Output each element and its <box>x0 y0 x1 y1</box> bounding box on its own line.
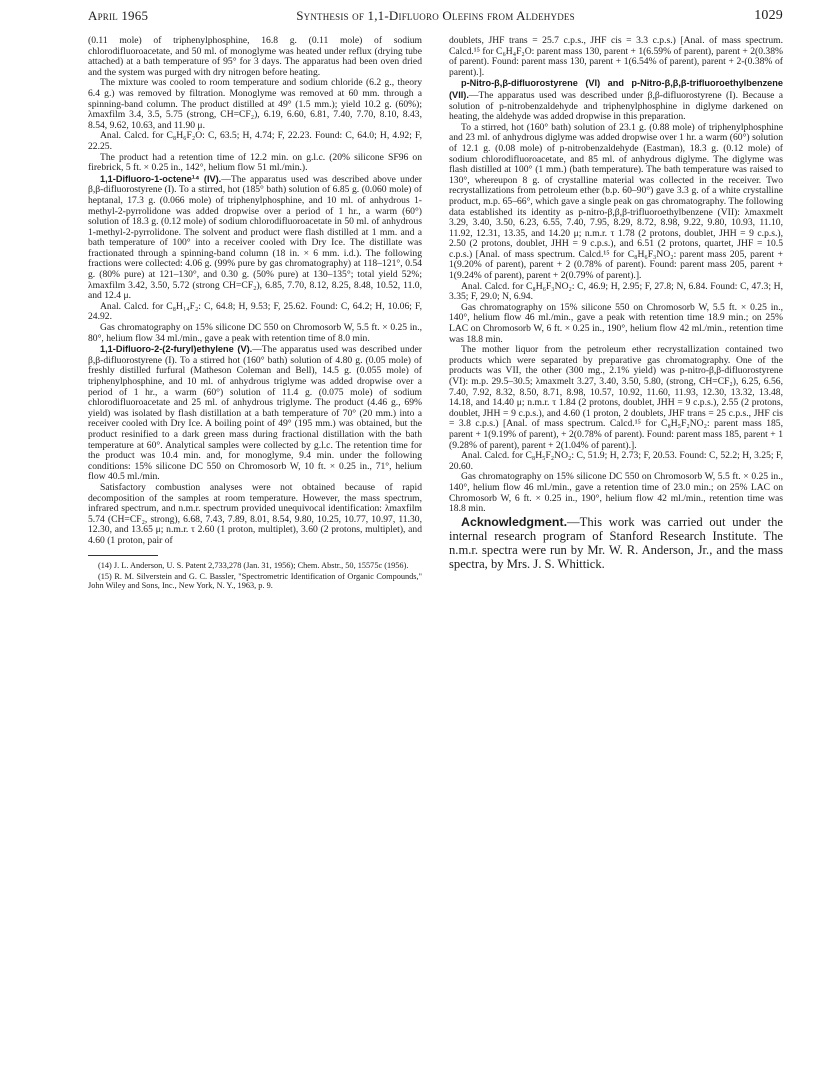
footnote: (15) R. M. Silverstein and G. C. Bassler, "Spectrometric Identification of Organic Compounds," John Wiley and Sons, Inc., New York, N. Y., 1963, p. 9. <box>88 571 422 591</box>
header-date: April 1965 <box>88 8 149 23</box>
acknowledgment-heading: Acknowledgment. <box>461 514 568 529</box>
section-heading: p-Nitro-β,β-difluorostyrene (VI) and p-Nitro-β,β,β-trifluoroethylbenzene (VII). <box>449 78 783 100</box>
section-heading: 1,1-Difluoro-1-octene¹⁴ (IV). <box>100 173 222 184</box>
acknowledgment-body: —This work was carried out under the internal research program of Stanford Research Institute. The n.m.r. spectra were run by Mr. W. R. Anderson, Jr., and the mass spectra, by Mrs. J. S. Whittick. <box>449 514 783 572</box>
right-column <box>449 36 783 572</box>
section-body: —The apparatus used was described above under β,β-difluorostyrene (I). To a stirred, hot (185° bath) solution of 6.85 g. (0.060 mole) of heptanal, 17.3 g. (0.066 mole) of triphenylphosphine, and 10 ml. of anhydrous 1-methyl-2-pyrrolidone was added dropwise over a period of 1 hr., a warm (60°) solution of 18.3 g. (0.12 mole) of sodium chlorodifluoroacetate in 50 ml. of anhydrous 1-methyl-2-pyrrolidone. The solvent and product were flash distilled at 1 mm. and a bath temperature of 100° into a receiver cooled with Dry Ice. The distillate was fractionated through a spinning-band column (18 in. × 6 mm. i.d.). The following fractions were collected: 4.06 g. (99% pure by gas chromatography) at 118–121°, 0.54 g. (80% pure) at 121–130°, and 0.30 g. (50% pure) at 130–135°; total yield 52%; λmaxfilm 3.42, 3.50, 5.72 (strong CH=CF₂), 6.85, 7.70, 8.12, 8.25, 8.48, 10.52, 11.0, and 12.4 μ. <box>88 173 422 302</box>
right-paragraph: Gas chromatography on 15% silicone 550 on Chromosorb W, 5.5 ft. × 0.25 in., 140°, helium flow 46 ml./min., gave a peak with retention time 18.9 min.; on 25% LAC on Chromosorb W, 6 ft. × 0.25 in., 190°, helium flow 42 ml./min., retention time was 18.8 min. <box>449 301 783 345</box>
right-paragraph: To a stirred, hot (160° bath) solution of 23.1 g. (0.88 mole) of triphenylphosphine and 23 ml. of anhydrous diglyme was added dropwise over 1 hr. a warm (60°) solution of 12.1 g. (0.08 mole) of p-nitrobenzaldehyde (Eastman), 18.3 g. (0.12 mole) of sodium chlorodifluoroacetate, and 85 ml. of anhydrous diglyme. The diglyme was flash distilled at 100° (1 mm.) (bath temperature). The bath temperature was raised to 130°, whereupon 8 g. of crystalline material was collected in the receiver. Two recrystallizations from petroleum ether (b.p. 60–90°) gave 3.3 g. of a white crystalline product, m.p. 65–66°, which gave a single peak on gas chromatography. The following data established its identity as p-nitro-β,β,β-trifluoroethylbenzene (VII): λmaxmelt 3.29, 3.40, 3.50, 6.23, 6.55, 7.40, 7.95, 8.29, 8.72, 8.98, 9.22, 9.80, 10.93, 11.10, 11.92, 12.31, 13.35, and 14.20 μ; n.m.r. τ 1.78 (2 protons, doublet, JHH = 9 c.p.s.), 2.50 (2 protons, doublet, JHH = 9 c.p.s.), and 6.51 (2 protons, quartet, JHF = 10.5 c.p.s.) [Anal. of mass spectrum. Calcd.¹⁵ for C₈H₆F₃NO₂: parent mass 205, parent + 1(9.20% of parent), parent + 2 (0.78% of parent). Found: parent mass 205, parent + 1(9.24% of parent), parent + 2(0.79% of parent).]. <box>449 121 783 282</box>
acknowledgment <box>449 515 783 572</box>
header-title: Synthesis of 1,1-Difluoro Olefins from Aldehydes <box>296 8 575 23</box>
page-number: 1029 <box>754 8 783 23</box>
right-paragraph: Gas chromatography on 15% silicone DC 550 on Chromosorb W, 5.5 ft. × 0.25 in., 140°, helium flow 46 ml./min., gave a retention time of 23.0 min.; on 25% LAC on Chromosorb W, 6 ft. × 0.25 in., 190°, helium flow 42 ml./min., retention time was 18.8 min. <box>449 471 783 515</box>
footnote: (14) J. L. Anderson, U. S. Patent 2,733,278 (Jan. 31, 1956); Chem. Abstr., 50, 15575c (1956). <box>98 560 409 570</box>
section-heading: 1,1-Difluoro-2-(2-furyl)ethylene (V). <box>100 344 253 355</box>
right-paragraph: Anal. Calcd. for C₈H₆F₃NO₂: C, 46.9; H, 2.95; F, 27.8; N, 6.84. Found: C, 47.3; H, 3.35; F, 29.0; N, 6.94. <box>449 280 783 303</box>
left-paragraph: The product had a retention time of 12.2 min. on g.l.c. (20% silicone SF96 on firebrick, 5 ft. × 0.25 in., 142°, helium flow 51 ml./min.). <box>88 151 422 174</box>
footnote-divider <box>88 555 158 556</box>
running-header <box>88 8 783 28</box>
left-paragraph: The mixture was cooled to room temperature and sodium chloride (6.2 g., theory 6.4 g.) was removed by filtration. Monoglyme was removed at 60 mm. through a spinning-band column. The product distilled at 49° (1.5 mm.); yield 10.2 g. (60%); λmaxfilm 3.4, 3.5, 5.75 (strong, CH=CF₂), 6.19, 6.60, 6.81, 7.40, 7.70, 8.10, 8.43, 8.54, 9.62, 10.63, and 11.90 μ. <box>88 77 422 131</box>
section-body: —The apparatus used was described under β,β-difluorostyrene (I). To a stirred hot (160° bath) solution of 4.80 g. (0.05 mole) of freshly distilled furfural (Matheson Coleman and Bell), 14.5 g. (0.055 mole) of triphenylphosphine, and 10 ml. of anhydrous triglyme was added dropwise over a period of 1 hr., a warm (60°) solution of 11.4 g. (0.075 mole) of sodium chlorodifluoroacetate and 25 ml. of anhydrous triglyme. The product (4.46 g., 69% yield) was isolated by flash distillation at a bath temperature of 70° (20 mm.) into a receiver cooled with Dry Ice. A boiling point of 49° (195 mm.) was obtained, but the product resinified to a dark green mass during fractional distillation with the bath temperature at 60°. Analytical samples were collected by g.l.c. The retention time for the product was 10.4 min. and, for monoglyme, 9.4 min. under the following conditions: 15% silicone DC 550 on Chromosorb W, 10 ft. × 0.25 in., 71°, helium flow 40.5 ml./min. <box>88 344 422 483</box>
left-paragraph <box>88 174 422 302</box>
right-paragraph <box>449 78 783 122</box>
left-paragraph <box>88 344 422 483</box>
left-paragraph: Anal. Calcd. for C₈H₆F₂O: C, 63.5; H, 4.74; F, 22.23. Found: C, 64.0; H, 4.92; F, 22.25. <box>88 130 422 152</box>
left-paragraph: (0.11 mole) of triphenylphosphine, 16.8 g. (0.11 mole) of sodium chlorodifluoroacetate, and 50 ml. of monoglyme was heated under reflux (drying tube attached) at a bath temperature of 95° for 3 days. The apparatus had been oven dried and the system was purged with dry nitrogen before heating. <box>88 35 422 78</box>
section-body: —The apparatus used was described under β,β-difluorostyrene (I). Because a solution of p-nitrobenzaldehyde and triphenylphosphine in diglyme darkened on heating, the aldehyde was added dropwise in this preparation. <box>449 89 783 123</box>
left-paragraph: Anal. Calcd. for C₈H₁₄F₂: C, 64.8; H, 9.53; F, 25.62. Found: C, 64.2; H, 10.06; F, 24.92. <box>88 300 422 323</box>
right-paragraph: The mother liquor from the petroleum ether recrystallization contained two products which were separated by preparative gas chromatography. One of the products was VII, the other (300 mg., 2.1% yield) was p-nitro-β,β-difluorostyrene (VI): m.p. 29.5–30.5; λmaxmelt 3.27, 3.40, 3.50, 5.80, (strong, CH=CF₂), 6.25, 6.56, 7.40, 7.92, 8.32, 8.50, 8.71, 8.98, 10.57, 10.92, 11.60, 11.93, 12.30, 13.32, 13.48, 14.18, and 14.40 μ; n.m.r. τ 1.84 (2 protons, doublet, JHH = 9 c.p.s.), 2.55 (2 protons, doublet, JHH = 9 c.p.s.), and 4.60 (1 proton, 2 doublets, JHF trans = 25 c.p.s., JHF cis = 3.8 c.p.s.) [Anal. of mass spectrum. Calcd.¹⁵ for C₈H₅F₂NO₂: parent mass 185, parent + 1(9.19% of parent), + 2(0.78% of parent). Found: parent mass 185, parent + 1 (9.28% of parent), parent + 2(1.04% of parent).]. <box>449 344 783 451</box>
footnotes <box>88 561 422 591</box>
right-paragraph: doublets, JHF trans = 25.7 c.p.s., JHF cis = 3.3 c.p.s.) [Anal. of mass spectrum. Calcd.¹⁵ for C₆H₄F₂O: parent mass 130, parent + 1(6.59% of parent), parent + 2(0.38% of parent). Found: parent mass 130, parent + 1(6.54% of parent), parent + 2-(0.38% of parent).]. <box>449 35 783 78</box>
right-paragraph: Anal. Calcd. for C₈H₅F₂NO₂: C, 51.9; H, 2.73; F, 20.53. Found: C, 52.2; H, 3.25; F, 20.60. <box>449 450 783 472</box>
left-column <box>88 36 422 593</box>
left-paragraph: Satisfactory combustion analyses were not obtained because of rapid decomposition of the samples at room temperature. However, the mass spectrum, infrared spectrum, and n.m.r. spectrum provided unequivocal identification: λmaxfilm 5.74 (CH=CF₂, strong), 6.68, 7.43, 7.89, 8.01, 8.54, 9.80, 10.25, 10.77, 10.97, 11.30, 12.30, and 13.65 μ; n.m.r. τ 2.60 (1 proton, multiplet), 3.60 (2 protons, multiplet), and 4.60 (1 proton, pair of <box>88 481 422 546</box>
left-paragraph: Gas chromatography on 15% silicone DC 550 on Chromosorb W, 5.5 ft. × 0.25 in., 80°, helium flow 34 ml./min., gave a peak with retention time of 8.0 min. <box>88 322 422 344</box>
